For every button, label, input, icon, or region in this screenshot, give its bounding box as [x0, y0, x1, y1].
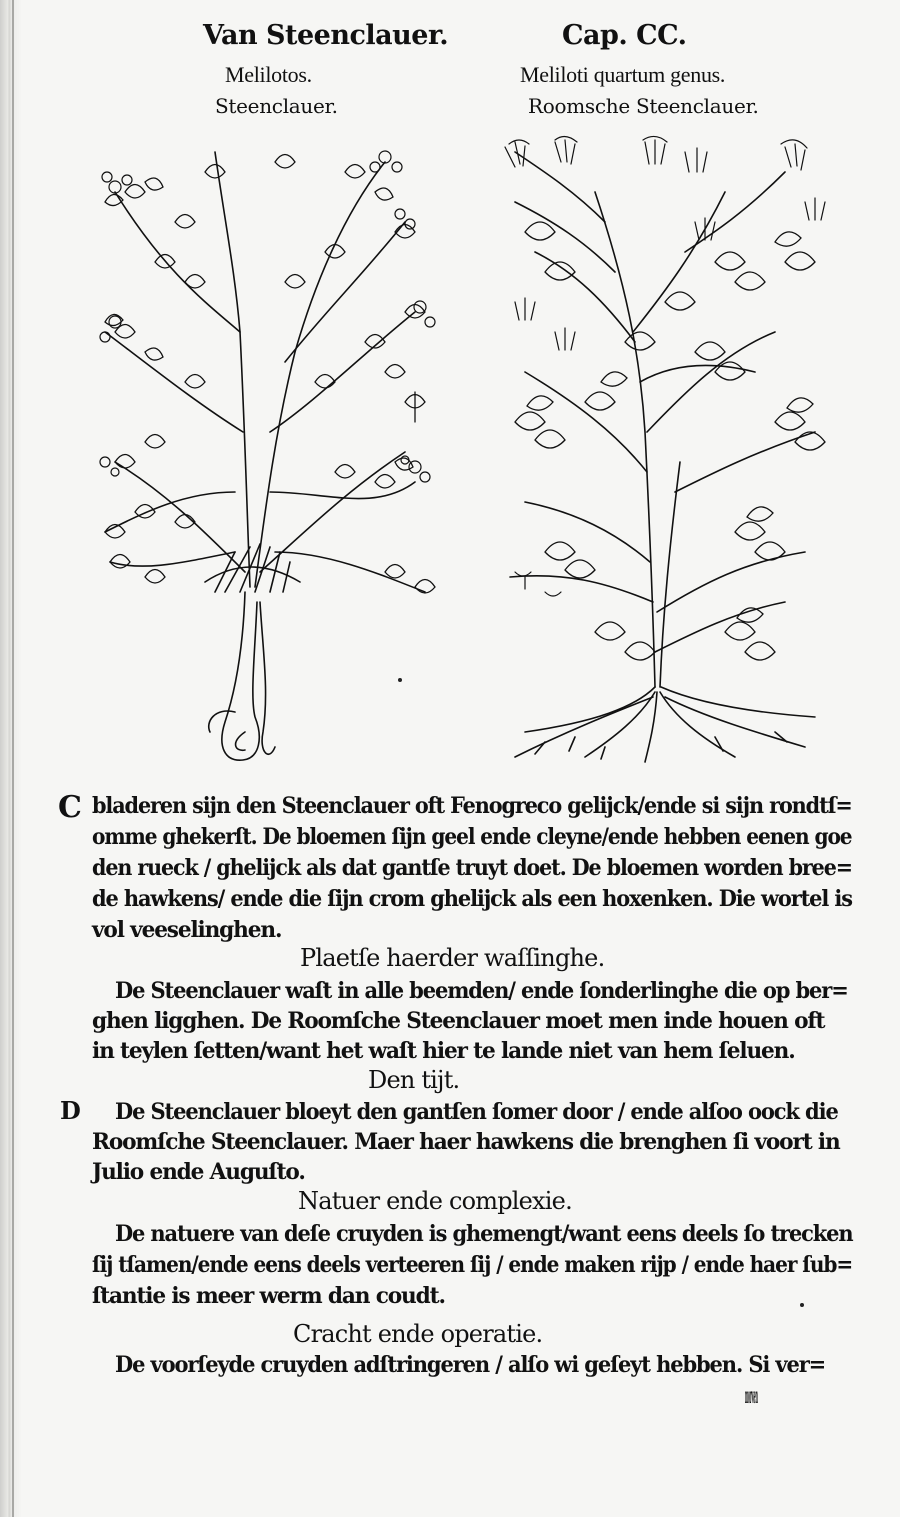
paragraph-3-line-1: De Steenclauer bloeyt den gantſen ſomer door / ende alſoo oock die — [115, 1099, 838, 1125]
paragraph-2-line-3: in teylen ſetten/want het waſt hier te lande niet van hem ſeluen. — [92, 1038, 795, 1064]
figure-2-latin-name: Meliloti quartum genus. — [520, 62, 726, 87]
paragraph-2-line-1: De Steenclauer waſt in alle beemden/ ende ſonderlinghe die op ber= — [115, 978, 848, 1004]
paragraph-3-line-3: Julio ende Auguſto. — [92, 1159, 305, 1185]
ink-speck — [800, 1303, 804, 1307]
margin-letter-d: D — [60, 1096, 81, 1125]
paragraph-1-line-5: vol veeselinghen. — [92, 917, 282, 943]
paragraph-4-line-1: De natuere van deſe cruyden is ghemengt/want eens deels ſo trecken — [115, 1221, 853, 1247]
paragraph-4-line-3: ſtantie is meer werm dan coudt. — [92, 1283, 445, 1309]
paragraph-1-line-3: den rueck / ghelijck als dat gantſe truyt doet. De bloemen worden bree= — [92, 855, 852, 881]
section-heading-natuer: Natuer ende complexie. — [298, 1187, 572, 1215]
melilotos-woodcut-illustration — [85, 132, 455, 772]
gutter-line — [12, 0, 14, 1517]
margin-letter-c: C — [58, 790, 82, 825]
section-heading-plaetse: Plaetſe haerder waſſinghe. — [300, 944, 605, 972]
figure-2-vernacular-name: Roomsche Steenclauer. — [528, 94, 759, 118]
chapter-number: Cap. CC. — [562, 20, 687, 51]
catchword: morwen — [745, 1383, 758, 1409]
paragraph-5-line-1: De voorſeyde cruyden adſtringeren / alſo wi geſeyt hebben. Si ver= — [115, 1352, 826, 1378]
figure-1-latin-name: Melilotos. — [225, 62, 312, 87]
paragraph-1-line-4: de hawkens/ ende die ſijn crom ghelijck als een hoxenken. Die wortel is — [92, 886, 852, 912]
page-gutter — [0, 0, 22, 1517]
figure-1-vernacular-name: Steenclauer. — [215, 94, 338, 118]
ink-speck — [398, 678, 402, 682]
paragraph-1-line-2: omme ghekerſt. De bloemen ſijn geel ende cleyne/ende hebben eenen goe — [92, 824, 852, 850]
section-heading-cracht: Cracht ende operatie. — [293, 1320, 543, 1348]
running-header-left: Van Steenclauer. — [203, 20, 449, 51]
paragraph-4-line-2: ſij tſamen/ende eens deels verteeren ſij / ende maken rijp / ende haer ſub= — [92, 1252, 853, 1278]
paragraph-1-line-1: bladeren sijn den Steenclauer oft Fenogreco gelijck/ende si sijn rondtſ= — [92, 793, 852, 819]
section-heading-tijt: Den tijt. — [368, 1066, 460, 1094]
paragraph-2-line-2: ghen ligghen. De Roomſche Steenclauer moet men inde houen oft — [92, 1008, 825, 1034]
paragraph-3-line-2: Roomſche Steenclauer. Maer haer hawkens die brenghen ſi voort in — [92, 1129, 840, 1155]
roomsche-steenclauer-woodcut-illustration — [485, 132, 855, 772]
